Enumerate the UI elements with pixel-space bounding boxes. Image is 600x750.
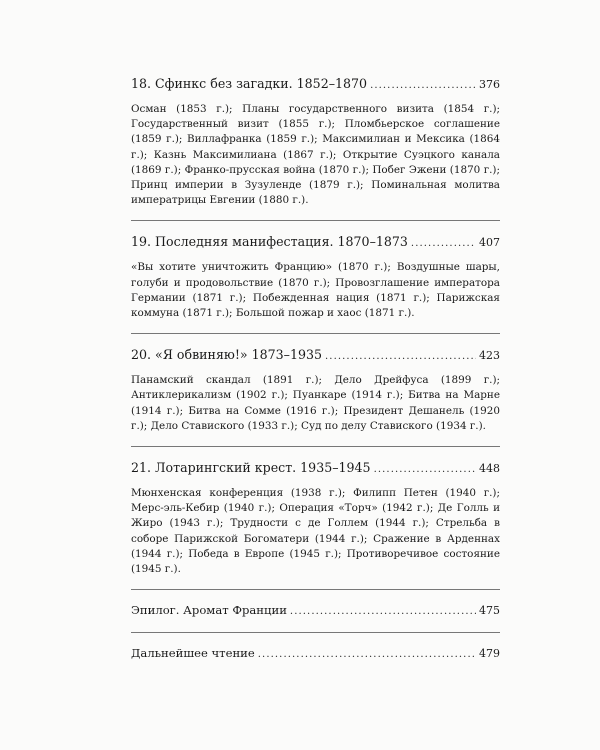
page-number: 479 [479, 647, 500, 661]
chapter-description: «Вы хотите уничтожить Францию» (1870 г.); Воздушные шары, голуби и продовольствие (1870 г.); Провозглашение императора Германии (1871 г.); Побежденная нация (1871 г.); Парижская коммуна (1871 г.); Большой пожар и хаос (1871 г.). [131, 261, 500, 320]
divider [131, 220, 500, 221]
page-number: 407 [479, 236, 500, 250]
divider [131, 632, 500, 633]
page-number: 423 [479, 349, 500, 363]
further-reading-title: Дальнейшее чтение [131, 646, 255, 661]
chapter-title: 20. «Я обвиняю!» 1873–1935 [131, 347, 323, 363]
page-number: 376 [479, 78, 500, 91]
chapter-heading [131, 75, 500, 94]
page-number: 448 [479, 462, 500, 476]
chapter-heading [131, 233, 500, 252]
divider [131, 446, 500, 447]
epilogue-title: Эпилог. Аромат Франции [131, 603, 287, 618]
toc-entry-chapter-20 [131, 346, 500, 434]
page-number: 475 [479, 604, 500, 618]
chapter-heading [131, 645, 500, 663]
chapter-heading [131, 346, 500, 365]
chapter-description: Мюнхенская конференция (1938 г.); Филипп Петен (1940 г.); Мерс-эль-Кебир (1940 г.); Операция «Торч» (1942 г.); Де Голль и Жиро (1943 г.); Трудности с де Голлем (1944 г.); Стрельба в соборе Парижской Богоматери (1944 г.); Сражение в Арденнах (1944 г.); Победа в Европе (1945 г.); Противоречивое состояние (1945 г.). [131, 487, 500, 576]
chapter-heading [131, 459, 500, 478]
toc-entry-chapter-18 [131, 75, 500, 208]
toc-entry-epilogue [131, 602, 500, 620]
dot-leader [370, 77, 476, 94]
divider [131, 333, 500, 334]
dot-leader [374, 461, 476, 478]
chapter-description: Осман (1853 г.); Планы государственного визита (1854 г.); Государственный визит (1855 г.); Пломбьерское соглашение (1859 г.); Виллафранка (1859 г.); Максимилиан и Мексика (1864 г.); Казнь Максимилиана (1867 г.); Открытие Суэцкого канала (1869 г.); Франко-прусская война (1870 г.); Побег Эжени (1870 г.); Принц империи в Зузуленде (1879 г.); Поминальная молитва императрицы Евгении (1880 г.). [131, 103, 500, 207]
chapter-heading [131, 602, 500, 620]
dot-leader [290, 603, 476, 620]
divider [131, 589, 500, 590]
toc-entry-further-reading [131, 645, 500, 663]
chapter-description: Панамский скандал (1891 г.); Дело Дрейфуса (1899 г.); Антиклерикализм (1902 г.); Пуанкаре (1914 г.); Битва на Марне (1914 г.); Битва на Сомме (1916 г.); Президент Дешанель (1920 г.); Дело Ставиского (1933 г.); Суд по делу Ставиского (1934 г.). [131, 374, 500, 432]
dot-leader [411, 235, 476, 252]
dot-leader [325, 348, 476, 365]
toc-entry-chapter-21 [131, 459, 500, 577]
chapter-title: 19. Последняя манифестация. 1870–1873 [131, 234, 408, 250]
dot-leader [258, 646, 476, 663]
toc-entry-chapter-19 [131, 233, 500, 321]
chapter-title: 18. Сфинкс без загадки. 1852–1870 [131, 76, 368, 91]
chapter-title: 21. Лотарингский крест. 1935–1945 [131, 460, 371, 476]
table-of-contents [131, 75, 500, 663]
